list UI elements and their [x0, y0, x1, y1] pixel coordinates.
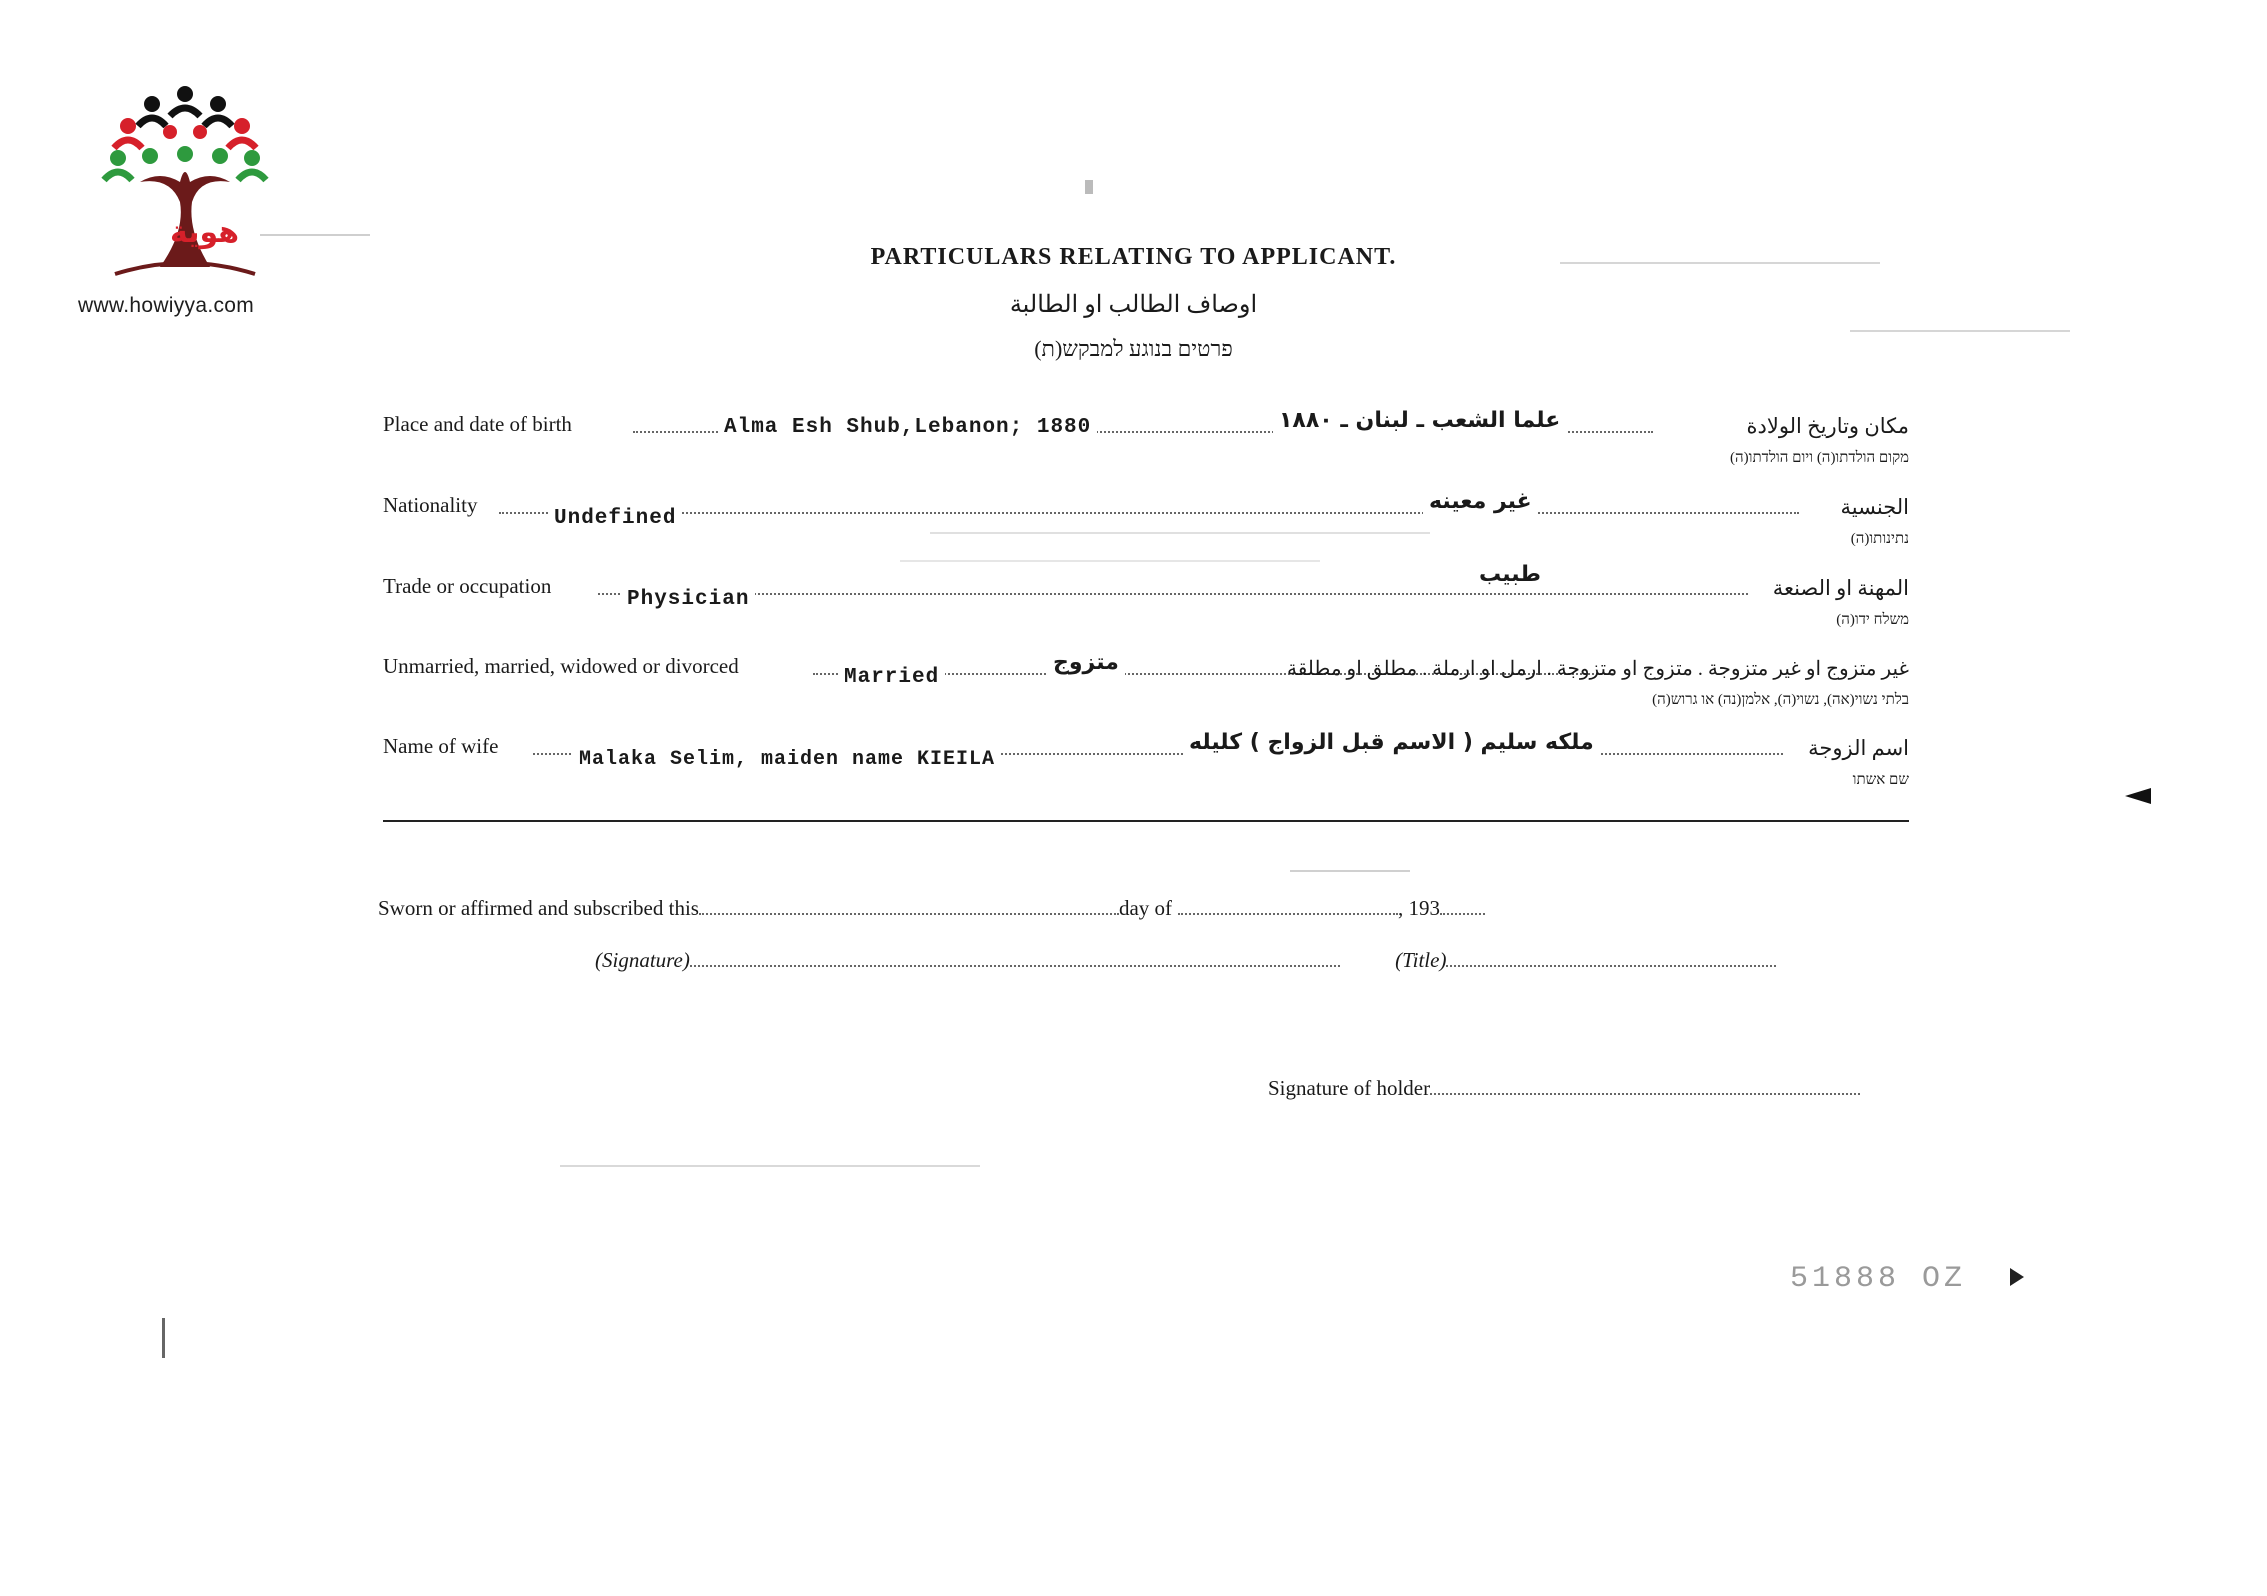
- year-label: 193: [1408, 896, 1441, 920]
- arrow-mark-icon: [2010, 1268, 2024, 1286]
- field-label-he: מקום הולדתו(ה) ויום הולדתו(ה): [1730, 450, 1909, 466]
- field-label-en: Trade or occupation: [383, 574, 552, 598]
- form-title-arabic: اوصاف الطالب او الطالبة: [1009, 292, 1258, 318]
- scan-bleed: [260, 234, 370, 236]
- logo-wordmark: هوية: [170, 215, 240, 250]
- typed-value: Alma Esh Shub,Lebanon; 1880: [718, 416, 1097, 439]
- handwritten-value: علما الشعب ـ لبنان ـ ١٨٨٠: [1273, 408, 1566, 433]
- logo-url[interactable]: www.howiyya.com: [78, 294, 255, 317]
- dotted-line: [499, 512, 1799, 514]
- signature-blank[interactable]: [690, 965, 1340, 967]
- scan-bleed: [1290, 870, 1410, 872]
- field-label-ar: الجنسية: [1840, 495, 1909, 519]
- holder-signature-line: [1268, 1076, 1860, 1101]
- form-title: PARTICULARS RELATING TO APPLICANT.: [870, 244, 1397, 270]
- typed-value: Physician: [621, 588, 755, 611]
- section-divider: [383, 820, 1909, 822]
- people-figures-icon: [104, 86, 266, 180]
- month-blank[interactable]: [1178, 913, 1398, 915]
- handwritten-value: متزوج: [1047, 650, 1125, 675]
- typed-value: Undefined: [548, 507, 682, 530]
- scan-bleed: [930, 532, 1430, 534]
- handwritten-value: غير معينه: [1423, 489, 1538, 514]
- field-row-occupation: [383, 562, 1909, 654]
- edge-mark-icon: [2125, 788, 2151, 804]
- handwritten-value: ملكه سليم ( الاسم قبل الزواج ) كليله: [1183, 730, 1600, 755]
- scan-bleed: [560, 1165, 980, 1167]
- scan-speck: [1085, 180, 1093, 194]
- handwritten-value: طبيب: [1473, 562, 1547, 587]
- scan-bleed: [1560, 262, 1880, 264]
- scan-bleed: [900, 560, 1320, 562]
- title-label: (Title): [1395, 948, 1447, 972]
- day-of-label: day of: [1118, 896, 1173, 920]
- field-label-ar: غير متزوج او غير متزوجة . متزوج او متزوجة . ارمل او ارملة . مطلق او مطلقة: [1286, 658, 1909, 680]
- title-blank[interactable]: [1446, 965, 1776, 967]
- field-label-he: נתינותו(ה): [1850, 531, 1909, 547]
- field-row-marital-status: [383, 650, 1909, 734]
- field-label-ar: اسم الزوجة: [1808, 736, 1909, 760]
- signature-label: (Signature): [595, 948, 690, 972]
- dotted-line: [598, 593, 1748, 595]
- scan-mark: [162, 1318, 165, 1358]
- field-label-en: Nationality: [383, 493, 478, 517]
- field-label-en: Name of wife: [383, 734, 499, 758]
- signature-title-line: [595, 948, 1776, 973]
- field-label-he: שם אשתו: [1852, 772, 1909, 788]
- form-title-hebrew: פרטים בנוגע למבקש(ת): [1034, 336, 1233, 361]
- field-label-ar: المهنة او الصنعة: [1772, 576, 1909, 600]
- field-row-birth: [383, 408, 1909, 492]
- scan-bleed: [1850, 330, 2070, 332]
- field-row-wife-name: [383, 730, 1909, 814]
- field-label-en: Unmarried, married, widowed or divorced: [383, 654, 739, 678]
- year-blank[interactable]: [1440, 913, 1485, 915]
- field-label-ar: مكان وتاريخ الولادة: [1746, 414, 1909, 438]
- sworn-line: Sworn or affirmed and subscribed this day of , 193: [378, 896, 1485, 921]
- holder-label: Signature of holder: [1268, 1076, 1431, 1100]
- field-label-en: Place and date of birth: [383, 412, 572, 436]
- stamp-number: 51888 OZ: [1790, 1262, 1967, 1296]
- field-label-he: משלח ידו(ה): [1836, 612, 1909, 628]
- holder-signature-blank[interactable]: [1430, 1093, 1860, 1095]
- field-label-he: בלתי נשוי(אה), נשוי(ה), אלמן(נה) או גרוש(ה): [1652, 692, 1909, 708]
- typed-value: Married: [838, 666, 945, 689]
- typed-value: Malaka Selim, maiden name KIEILA: [573, 748, 1001, 771]
- sworn-label: Sworn or affirmed and subscribed this: [378, 896, 699, 920]
- day-blank[interactable]: [699, 913, 1119, 915]
